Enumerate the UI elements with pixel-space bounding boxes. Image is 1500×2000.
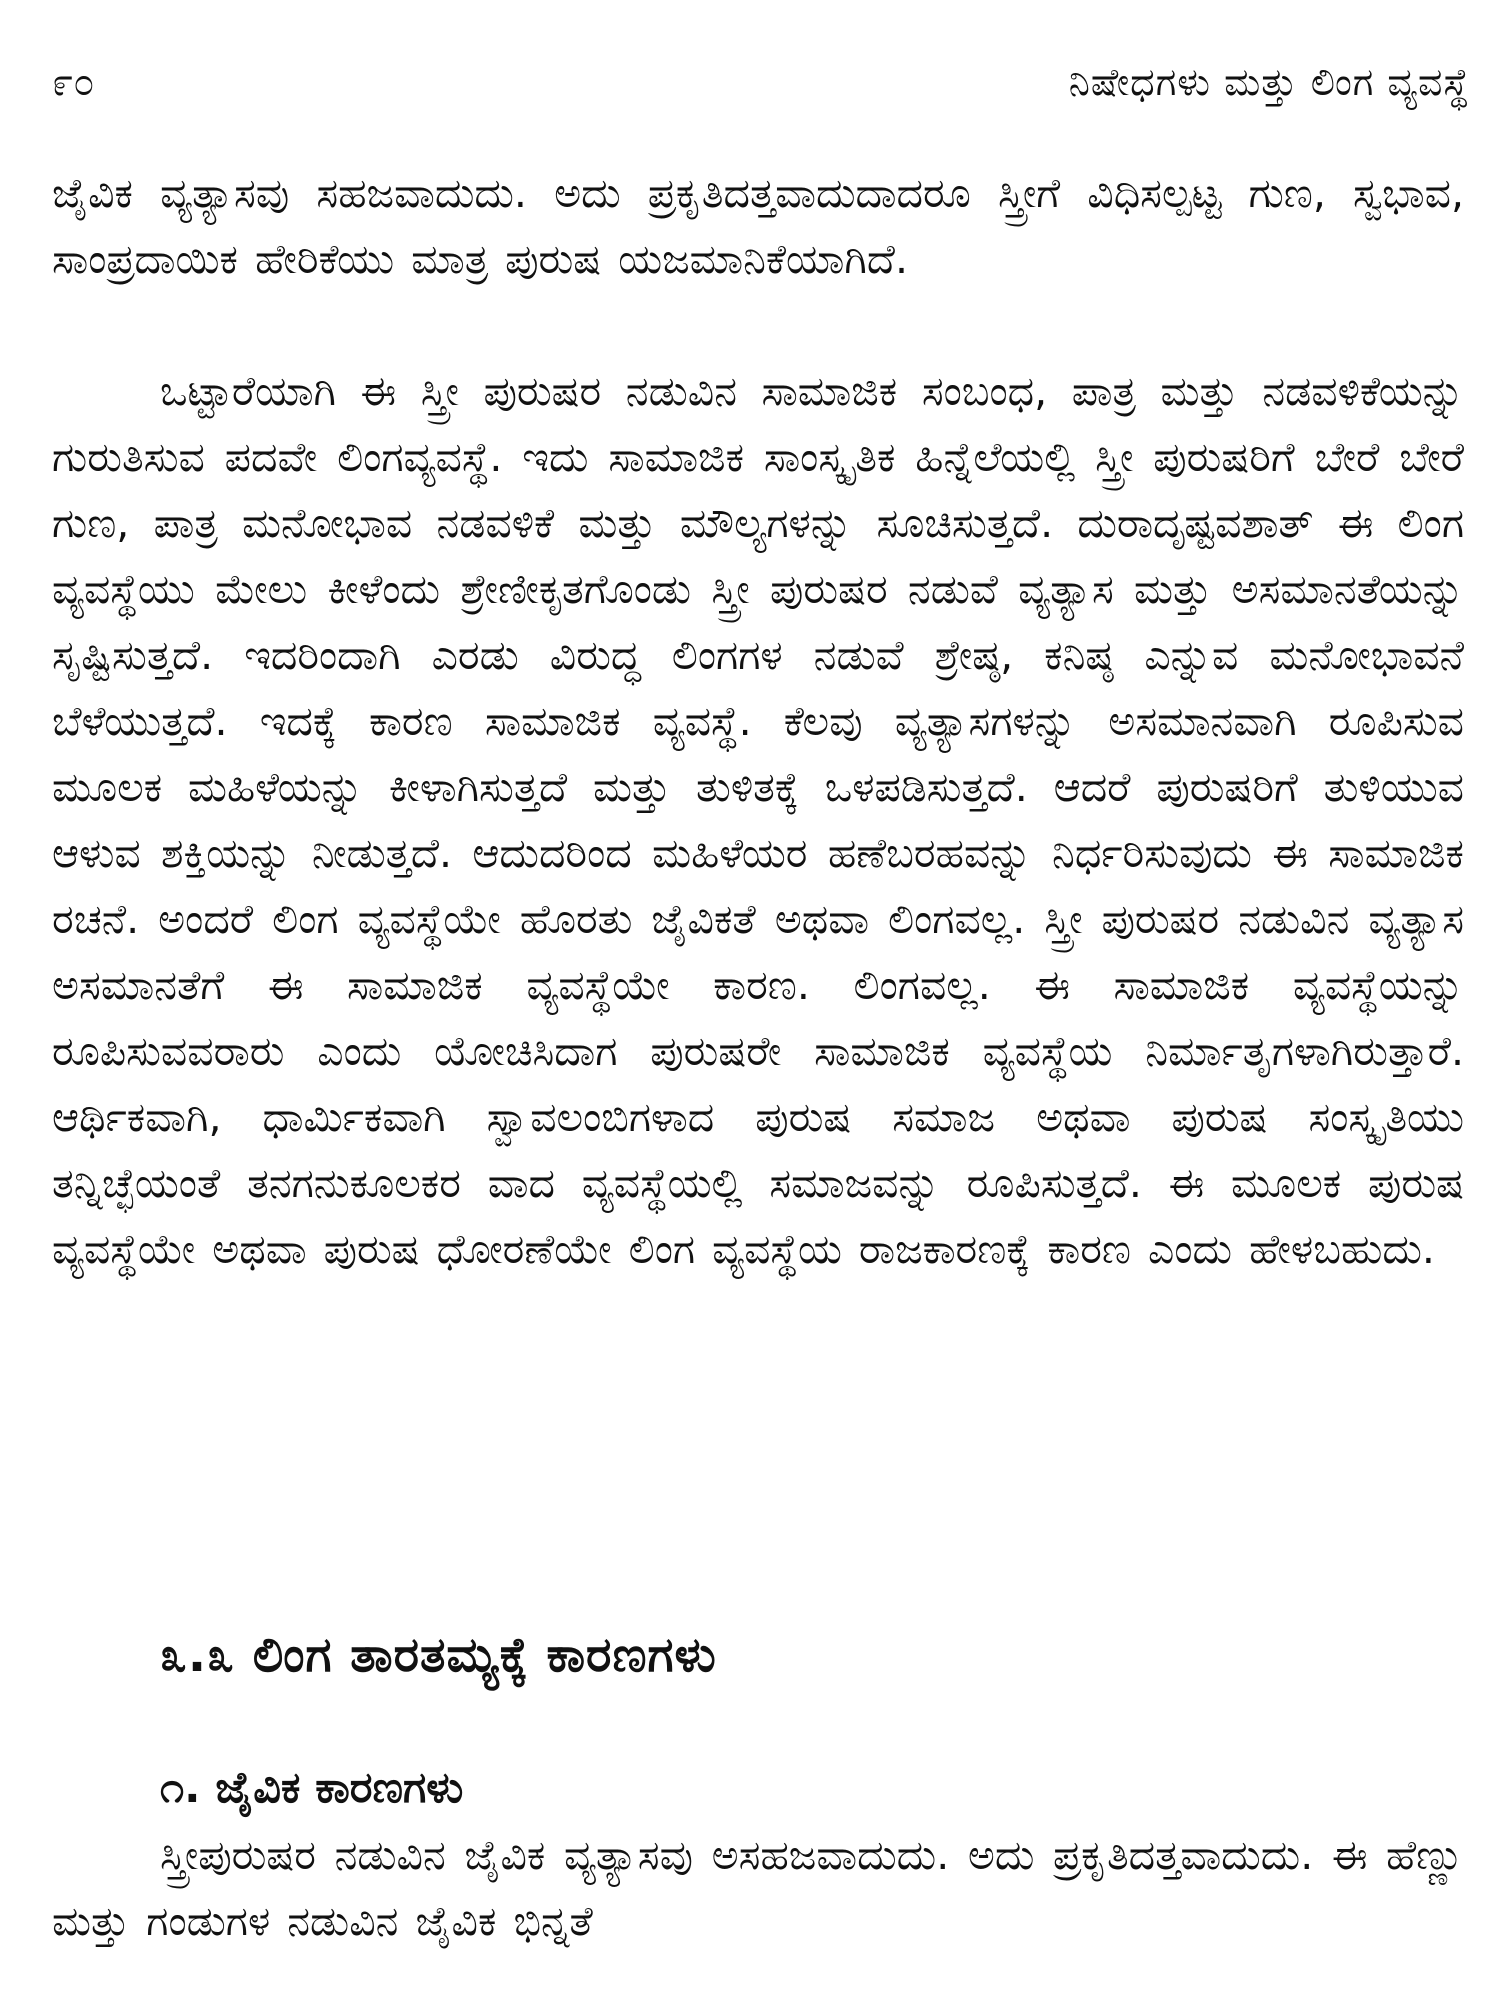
page-number: ೯೦: [52, 60, 95, 104]
paragraph-1: ಜೈವಿಕ ವ್ಯತ್ಯಾಸವು ಸಹಜವಾದುದು. ಅದು ಪ್ರಕೃತಿದತ್ತವಾದುದಾದರೂ ಸ್ತ್ರೀಗೆ ವಿಧಿಸಲ್ಪಟ್ಟ ಗುಣ, ಸ್ವಭಾವ, ಸಾಂಪ್ರದಾಯಿಕ ಹೇರಿಕೆಯು ಮಾತ್ರ ಪುರುಷ ಯಜಮಾನಿಕೆಯಾಗಿದೆ.: [52, 169, 1464, 283]
running-header: [52, 52, 1470, 112]
section-heading: ೩.೩ ಲಿಂಗ ತಾರತಮ್ಯಕ್ಕೆ ಕಾರಣಗಳು: [160, 1627, 717, 1683]
subsection-heading: ೧. ಜೈವಿಕ ಕಾರಣಗಳು: [160, 1763, 464, 1813]
paragraph-3: ಸ್ತ್ರೀಪುರುಷರ ನಡುವಿನ ಜೈವಿಕ ವ್ಯತ್ಯಾಸವು ಅಸಹಜವಾದುದು. ಅದು ಪ್ರಕೃತಿದತ್ತವಾದುದು. ಈ ಹೆಣ್ಣು ಮತ್ತು ಗಂಡುಗಳ ನಡುವಿನ ಜೈವಿಕ ಭಿನ್ನತೆ: [52, 1831, 1464, 1945]
paragraph-2: ಒಟ್ಟಾರೆಯಾಗಿ ಈ ಸ್ತ್ರೀ ಪುರುಷರ ನಡುವಿನ ಸಾಮಾಜಿಕ ಸಂಬಂಧ, ಪಾತ್ರ ಮತ್ತು ನಡವಳಿಕೆಯನ್ನು ಗುರುತಿಸುವ ಪದವೇ ಲಿಂಗವ್ಯವಸ್ಥೆ. ಇದು ಸಾಮಾಜಿಕ ಸಾಂಸ್ಕೃತಿಕ ಹಿನ್ನೆಲೆಯಲ್ಲಿ ಸ್ತ್ರೀ ಪುರುಷರಿಗೆ ಬೇರೆ ಬೇರೆ ಗುಣ, ಪಾತ್ರ ಮನೋಭಾವ ನಡವಳಿಕೆ ಮತ್ತು ಮೌಲ್ಯಗಳನ್ನು ಸೂಚಿಸುತ್ತದೆ. ದುರಾದೃಷ್ಟವಶಾತ್ ಈ ಲಿಂಗ ವ್ಯವಸ್ಥೆಯು ಮೇಲು ಕೀಳೆಂದು ಶ್ರೇಣೀಕೃತಗೊಂಡು ಸ್ತ್ರೀ ಪುರುಷರ ನಡುವೆ ವ್ಯತ್ಯಾಸ ಮತ್ತು ಅಸಮಾನತೆಯನ್ನು ಸೃಷ್ಟಿಸುತ್ತದೆ. ಇದರಿಂದಾಗಿ ಎರಡು ವಿರುದ್ಧ ಲಿಂಗಗಳ ನಡುವೆ ಶ್ರೇಷ್ಠ, ಕನಿಷ್ಠ ಎನ್ನುವ ಮನೋಭಾವನೆ ಬೆಳೆಯುತ್ತದೆ. ಇದಕ್ಕೆ ಕಾರಣ ಸಾಮಾಜಿಕ ವ್ಯವಸ್ಥೆ. ಕೆಲವು ವ್ಯತ್ಯಾಸಗಳನ್ನು ಅಸಮಾನವಾಗಿ ರೂಪಿಸುವ ಮೂಲಕ ಮಹಿಳೆಯನ್ನು ಕೀಳಾಗಿಸುತ್ತದೆ ಮತ್ತು ತುಳಿತಕ್ಕೆ ಒಳಪಡಿಸುತ್ತದೆ. ಆದರೆ ಪುರುಷರಿಗೆ ತುಳಿಯುವ ಆಳುವ ಶಕ್ತಿಯನ್ನು ನೀಡುತ್ತದೆ. ಆದುದರಿಂದ ಮಹಿಳೆಯರ ಹಣೆಬರಹವನ್ನು ನಿರ್ಧರಿಸುವುದು ಈ ಸಾಮಾಜಿಕ ರಚನೆ. ಅಂದರೆ ಲಿಂಗ ವ್ಯವಸ್ಥೆಯೇ ಹೊರತು ಜೈವಿಕತೆ ಅಥವಾ ಲಿಂಗವಲ್ಲ. ಸ್ತ್ರೀ ಪುರುಷರ ನಡುವಿನ ವ್ಯತ್ಯಾಸ ಅಸಮಾನತೆಗೆ ಈ ಸಾಮಾಜಿಕ ವ್ಯವಸ್ಥೆಯೇ ಕಾರಣ. ಲಿಂಗವಲ್ಲ. ಈ ಸಾಮಾಜಿಕ ವ್ಯವಸ್ಥೆಯನ್ನು ರೂಪಿಸುವವರಾರು ಎಂದು ಯೋಚಿಸಿದಾಗ ಪುರುಷರೇ ಸಾಮಾಜಿಕ ವ್ಯವಸ್ಥೆಯ ನಿರ್ಮಾತೃಗಳಾಗಿರುತ್ತಾರೆ. ಆರ್ಥಿಕವಾಗಿ, ಧಾರ್ಮಿಕವಾಗಿ ಸ್ವಾವಲಂಬಿಗಳಾದ ಪುರುಷ ಸಮಾಜ ಅಥವಾ ಪುರುಷ ಸಂಸ್ಕೃತಿಯು ತನ್ನಿಚ್ಛೆಯಂತೆ ತನಗನುಕೂಲಕರ ವಾದ ವ್ಯವಸ್ಥೆಯಲ್ಲಿ ಸಮಾಜವನ್ನು ರೂಪಿಸುತ್ತದೆ. ಈ ಮೂಲಕ ಪುರುಷ ವ್ಯವಸ್ಥೆಯೇ ಅಥವಾ ಪುರುಷ ಧೋರಣೆಯೇ ಲಿಂಗ ವ್ಯವಸ್ಥೆಯ ರಾಜಕಾರಣಕ್ಕೆ ಕಾರಣ ಎಂದು ಹೇಳಬಹುದು.: [52, 367, 1464, 1273]
chapter-title: ನಿಷೇಧಗಳು ಮತ್ತು ಲಿಂಗ ವ್ಯವಸ್ಥೆ: [1068, 60, 1470, 104]
